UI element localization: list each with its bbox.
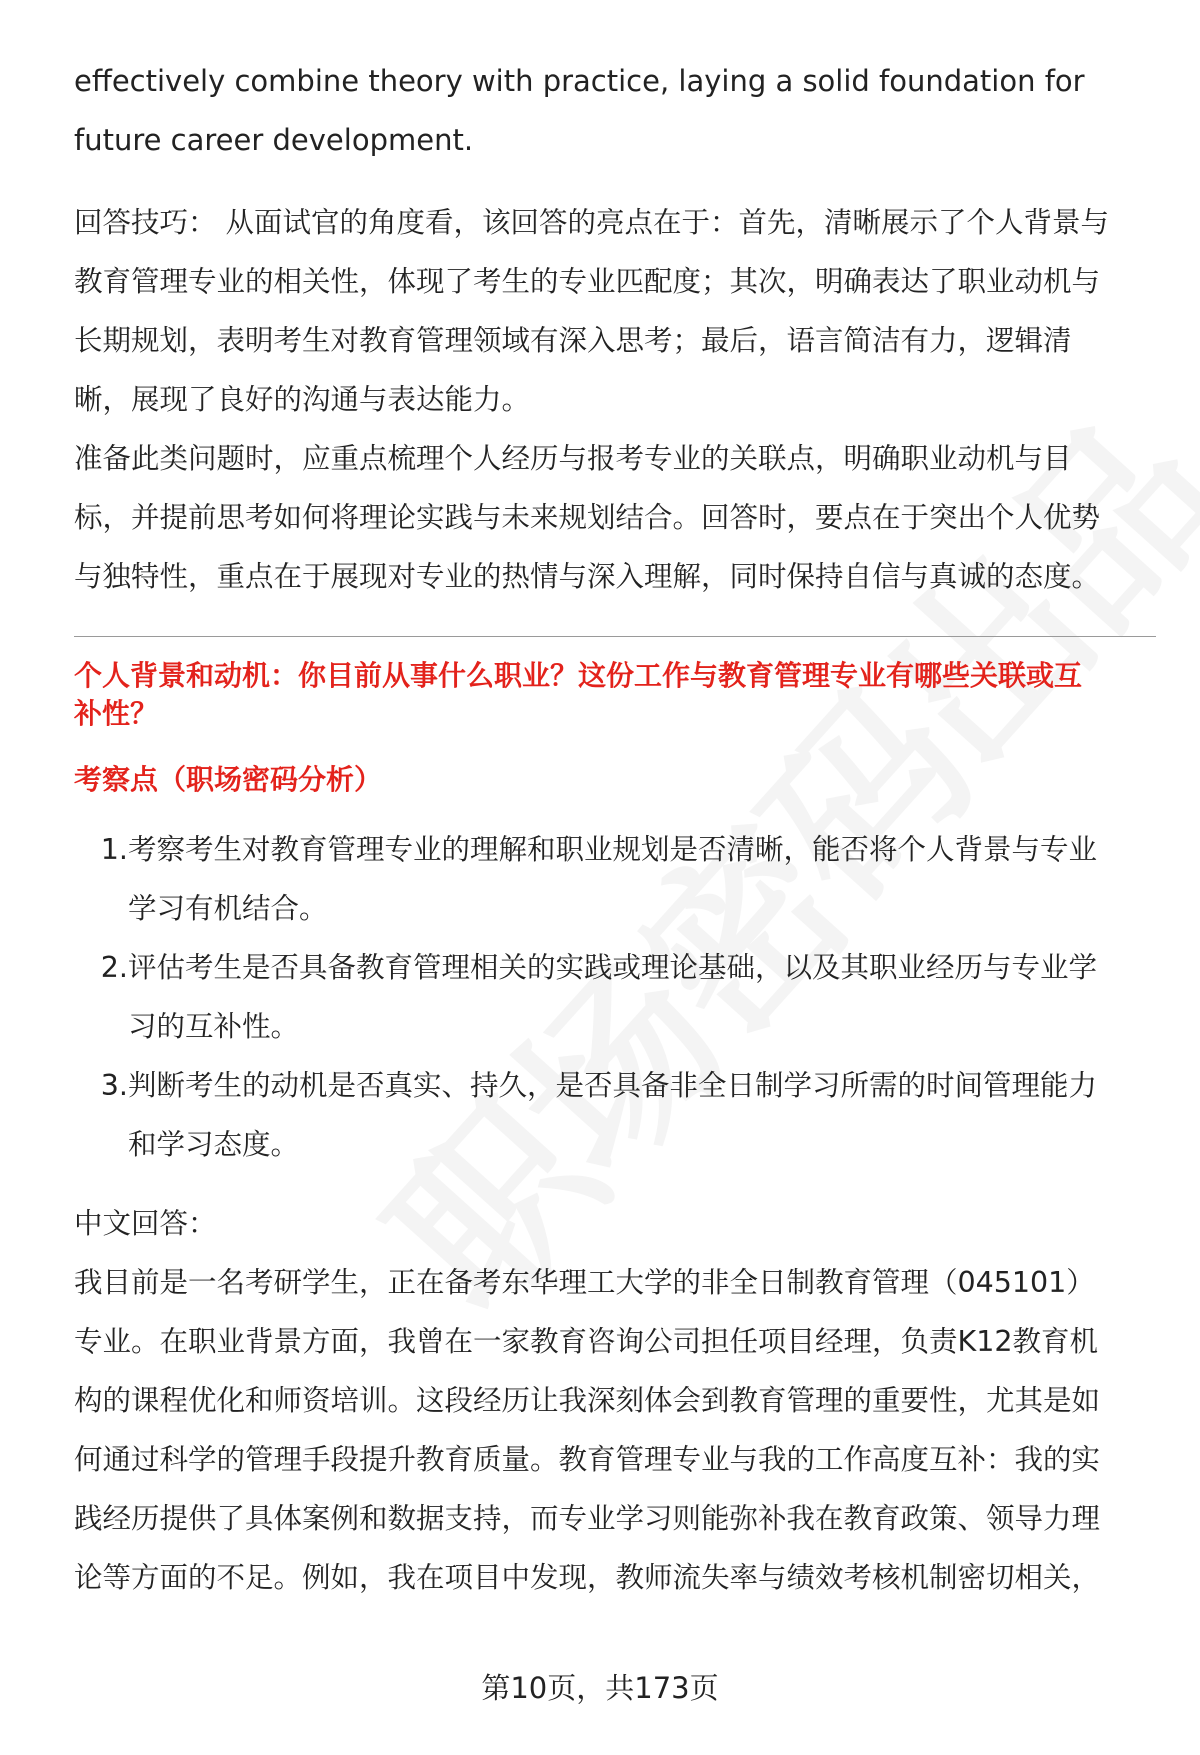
tips-paragraph bbox=[74, 193, 1156, 429]
list-item bbox=[74, 1056, 1156, 1174]
page-footer: 第10页，共173页 bbox=[481, 1671, 719, 1705]
text-line: 标，并提前思考如何将理论实践与未来规划结合。回答时，要点在于突出个人优势 bbox=[74, 501, 1101, 534]
checkpoint-section-title: 考察点（职场密码分析） bbox=[74, 763, 383, 796]
list-number: 1. bbox=[100, 833, 128, 866]
question-heading bbox=[74, 657, 1156, 733]
text-line: 构的课程优化和师资培训。这段经历让我深刻体会到教育管理的重要性，尤其是如 bbox=[74, 1384, 1101, 1417]
list-item bbox=[74, 938, 1156, 1056]
text-line: 与独特性，重点在于展现对专业的热情与深入理解，同时保持自信与真诚的态度。 bbox=[74, 560, 1101, 593]
text-line: 我目前是一名考研学生，正在备考东华理工大学的非全日制教育管理（045101） bbox=[74, 1266, 1095, 1299]
text-line: 判断考生的动机是否真实、持久，是否具备非全日制学习所需的时间管理能力 bbox=[128, 1069, 1098, 1102]
prep-paragraph bbox=[74, 429, 1156, 606]
list-item bbox=[74, 820, 1156, 938]
list-number: 3. bbox=[100, 1069, 128, 1102]
checkpoint-list bbox=[74, 820, 1156, 1174]
text-line: 评估考生是否具备教育管理相关的实践或理论基础，以及其职业经历与专业学 bbox=[128, 951, 1098, 984]
text-line: 践经历提供了具体案例和数据支持，而专业学习则能弥补我在教育政策、领导力理 bbox=[74, 1502, 1101, 1535]
text-line: 何通过科学的管理手段提升教育质量。教育管理专业与我的工作高度互补：我的实 bbox=[74, 1443, 1101, 1476]
text-line: 长期规划，表明考生对教育管理领域有深入思考；最后，语言简洁有力，逻辑清 bbox=[74, 324, 1072, 357]
text-line: 和学习态度。 bbox=[128, 1128, 300, 1161]
text-line: 论等方面的不足。例如，我在项目中发现，教师流失率与绩效考核机制密切相关， bbox=[74, 1561, 1101, 1594]
text-line: 晰，展现了良好的沟通与表达能力。 bbox=[74, 383, 531, 416]
text-line: 回答技巧： 从面试官的角度看，该回答的亮点在于：首先，清晰展示了个人背景与 bbox=[74, 206, 1110, 239]
text-line: 准备此类问题时，应重点梳理个人经历与报考专业的关联点，明确职业动机与目 bbox=[74, 442, 1072, 475]
document-page bbox=[74, 52, 1156, 1607]
text-line: 习的互补性。 bbox=[128, 1010, 300, 1043]
question-line: 补性？ bbox=[74, 697, 159, 730]
text-line: future career development. bbox=[74, 123, 474, 157]
answer-label: 中文回答： bbox=[74, 1207, 217, 1240]
text-line: 教育管理专业的相关性，体现了考生的专业匹配度；其次，明确表达了职业动机与 bbox=[74, 265, 1101, 298]
text-line: effectively combine theory with practice, laying a solid foundation for bbox=[74, 64, 1085, 98]
text-line: 考察考生对教育管理专业的理解和职业规划是否清晰，能否将个人背景与专业 bbox=[128, 833, 1098, 866]
list-number: 2. bbox=[100, 951, 128, 984]
intro-english-paragraph bbox=[74, 52, 1156, 170]
answer-paragraph bbox=[74, 1253, 1156, 1607]
section-divider bbox=[74, 636, 1156, 637]
question-line: 个人背景和动机：你目前从事什么职业？这份工作与教育管理专业有哪些关联或互 bbox=[74, 659, 1083, 692]
text-line: 专业。在职业背景方面，我曾在一家教育咨询公司担任项目经理，负责K12教育机 bbox=[74, 1325, 1098, 1358]
text-line: 学习有机结合。 bbox=[128, 892, 328, 925]
